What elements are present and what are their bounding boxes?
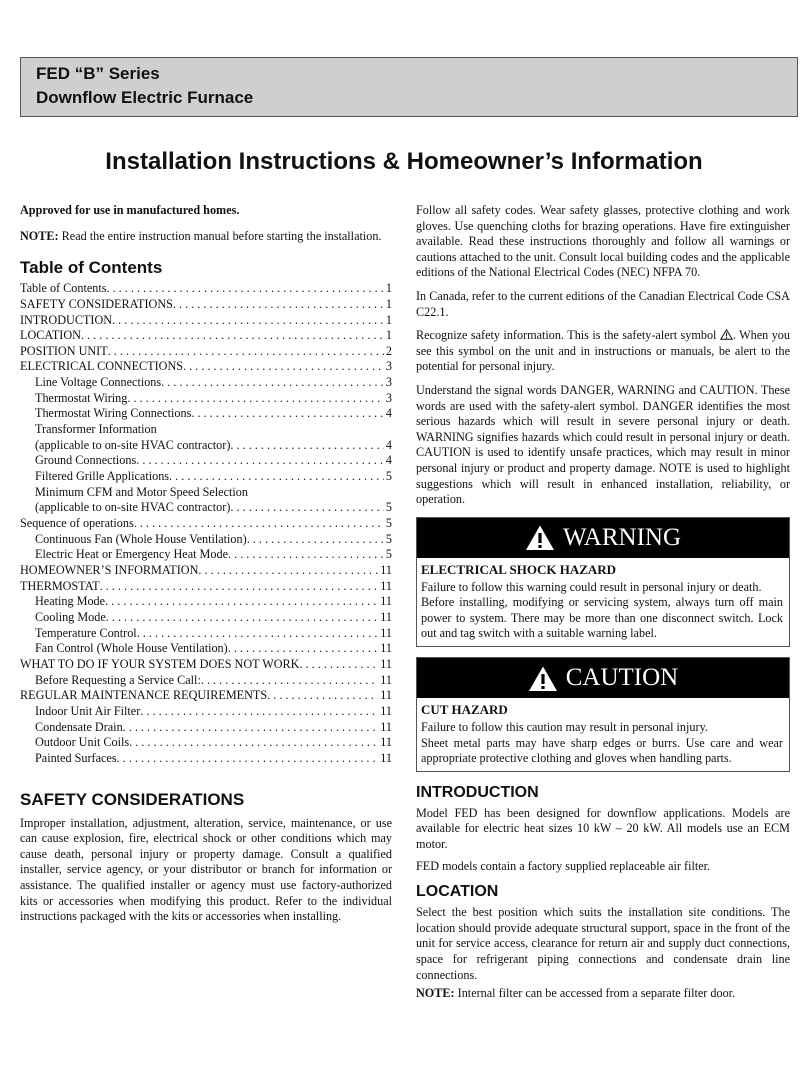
- toc-entry-title: WHAT TO DO IF YOUR SYSTEM DOES NOT WORK: [20, 656, 300, 671]
- toc-entry-title: POSITION UNIT: [20, 343, 108, 358]
- toc-entry-title: Sequence of operations: [20, 516, 134, 531]
- toc-dot-leader: [201, 673, 378, 689]
- toc-entry: [20, 704, 392, 720]
- toc-entry: [20, 453, 392, 469]
- toc-entry-page: 4: [385, 437, 392, 452]
- warning-box: [416, 517, 790, 647]
- toc-dot-leader: [228, 547, 384, 563]
- caution-line-2: Sheet metal parts may have sharp edges or burrs. Use care and wear appropriate protective clothing and gloves when handling parts.: [421, 735, 783, 766]
- left-column: [20, 203, 392, 925]
- toc-entry-page: 11: [380, 703, 392, 718]
- toc-entry-page: 11: [380, 578, 392, 593]
- toc-entry: [20, 626, 392, 642]
- safety-codes-paragraph: Follow all safety codes. Wear safety glasses, protective clothing and work gloves. Use quenching cloths for brazing operations. Have fire extinguisher available. Read these instructions thoroughly and follow all warnings or cautions attached to the unit. Consult local building codes and the applicable editions of the National Electrical Codes (NEC) NFPA 70.: [416, 203, 790, 280]
- toc-entry: [20, 297, 392, 313]
- toc-entry: [20, 375, 392, 391]
- toc-entry: [20, 281, 392, 297]
- toc-entry-page: 5: [385, 500, 392, 515]
- toc-entry: [20, 735, 392, 751]
- toc-dot-leader: [140, 704, 378, 720]
- toc-entry-title: Minimum CFM and Motor Speed Selection: [35, 484, 248, 499]
- toc-entry-page: 5: [385, 531, 392, 546]
- toc-entry: [20, 328, 392, 344]
- series-name: FED “B” Series: [36, 64, 160, 83]
- toc-entry-title: Filtered Grille Applications: [35, 469, 170, 484]
- safety-heading: SAFETY CONSIDERATIONS: [20, 789, 245, 809]
- series-header: [20, 57, 798, 117]
- location-heading: LOCATION: [416, 883, 499, 901]
- caution-label: CAUTION: [565, 664, 679, 692]
- toc-dot-leader: [112, 313, 384, 329]
- toc-dot-leader: [230, 438, 384, 454]
- toc-dot-leader: [137, 626, 379, 642]
- toc-dot-leader: [136, 453, 384, 469]
- location-paragraph: Select the best position which suits the installation site conditions. The location should provide adequate structural support, space in the front of the unit for service access, clearance for return air and supply duct connections, space for refrigerant piping connections and condensate drain line connections.: [416, 905, 790, 982]
- toc-entry-page: 5: [385, 547, 392, 562]
- toc-entry-page: 11: [380, 641, 392, 656]
- toc-entry-title: THERMOSTAT: [20, 578, 100, 593]
- toc-entry: [20, 563, 392, 579]
- toc-dot-leader: [191, 406, 384, 422]
- toc-entry-title: INTRODUCTION: [20, 312, 113, 327]
- toc-entry: [20, 594, 392, 610]
- warning-hazard-title: ELECTRICAL SHOCK HAZARD: [421, 561, 617, 577]
- toc-entry-title: (applicable to on-site HVAC contractor): [35, 437, 231, 452]
- warning-line-1: Failure to follow this warning could result in personal injury or death.: [421, 579, 762, 594]
- toc-entry: [20, 500, 392, 516]
- toc-entry: [20, 438, 392, 454]
- toc-entry-title: Before Requesting a Service Call:: [35, 672, 201, 687]
- toc-entry-title: Continuous Fan (Whole House Ventilation): [35, 531, 247, 546]
- toc-entry-title: Indoor Unit Air Filter: [35, 703, 141, 718]
- safety-alert-text-b: . When you see this symbol on the unit and in instructions or manuals, be alert to the potential for personal injury.: [416, 328, 790, 374]
- caution-alert-icon: [528, 665, 558, 692]
- toc-entry: [20, 516, 392, 532]
- toc-entry-title: Thermostat Wiring: [35, 390, 128, 405]
- toc-entry-page: 11: [380, 750, 392, 765]
- toc-dot-leader: [299, 657, 378, 673]
- toc-entry: [20, 313, 392, 329]
- toc-dot-leader: [106, 281, 383, 297]
- introduction-paragraph-2: FED models contain a factory supplied replaceable air filter.: [416, 858, 711, 873]
- approved-statement: Approved for use in manufactured homes.: [20, 203, 240, 217]
- toc-entry-title: LOCATION: [20, 328, 81, 343]
- toc-entry: [20, 485, 392, 501]
- toc-entry-title: Painted Surfaces: [35, 750, 117, 765]
- caution-line-1: Failure to follow this caution may result in personal injury.: [421, 720, 708, 735]
- warning-line-2: Before installing, modifying or servicing system, always turn off main power to system. There may be more than one disconnect switch. Lock out and tag switch with a suitable warning label.: [421, 595, 783, 641]
- toc-dot-leader: [198, 563, 378, 579]
- location-note: [416, 986, 790, 1002]
- note-text: Read the entire instruction manual before starting the installation.: [58, 228, 382, 243]
- toc-entry-page: 1: [385, 328, 392, 343]
- toc-entry-page: 11: [380, 688, 392, 703]
- toc-entry-page: 4: [385, 406, 392, 421]
- location-note-label: NOTE:: [416, 986, 455, 1001]
- safety-alert-icon: [720, 329, 733, 340]
- toc-dot-leader: [100, 579, 379, 595]
- toc-entry: [20, 610, 392, 626]
- toc-heading: Table of Contents: [20, 258, 163, 278]
- toc-entry-title: Transformer Information: [35, 422, 157, 437]
- toc-entry-page: 5: [385, 469, 392, 484]
- toc-dot-leader: [117, 751, 379, 767]
- warning-label: WARNING: [562, 523, 682, 551]
- toc-entry-title: Ground Connections: [35, 453, 137, 468]
- toc-dot-leader: [230, 500, 384, 516]
- toc-entry-title: Table of Contents: [20, 281, 107, 296]
- right-column: [416, 203, 790, 1002]
- toc-dot-leader: [173, 297, 384, 313]
- toc-entry: [20, 720, 392, 736]
- toc-entry: [20, 688, 392, 704]
- toc-dot-leader: [228, 641, 379, 657]
- toc-entry-page: 1: [385, 296, 392, 311]
- toc-entry: [20, 641, 392, 657]
- toc-entry: [20, 579, 392, 595]
- toc-entry-page: 11: [380, 563, 392, 577]
- toc-dot-leader: [161, 375, 384, 391]
- warning-banner: [417, 518, 789, 558]
- toc-entry-page: 3: [385, 359, 392, 374]
- caution-banner: [417, 658, 789, 698]
- toc-entry-title: Line Voltage Connections: [35, 375, 162, 390]
- toc-entry-title: Temperature Control: [35, 625, 137, 640]
- introduction-heading: INTRODUCTION: [416, 783, 539, 801]
- toc-entry-title: HOMEOWNER’S INFORMATION: [20, 563, 199, 577]
- toc-entry: [20, 344, 392, 360]
- toc-entry-page: 3: [385, 390, 392, 405]
- toc-dot-leader: [108, 344, 384, 360]
- toc-entry-title: REGULAR MAINTENANCE REQUIREMENTS: [20, 688, 268, 703]
- toc-entry-page: 1: [385, 312, 392, 327]
- toc-dot-leader: [267, 688, 378, 704]
- toc-entry-title: Outdoor Unit Coils: [35, 735, 130, 750]
- toc-dot-leader: [129, 735, 378, 751]
- toc-entry-page: 5: [385, 516, 392, 531]
- toc-entry: [20, 359, 392, 375]
- toc-entry-page: 4: [385, 453, 392, 468]
- toc-entry-page: 11: [380, 625, 392, 640]
- toc-entry: [20, 673, 392, 689]
- toc-dot-leader: [134, 516, 384, 532]
- toc-dot-leader: [123, 720, 379, 736]
- introduction-paragraph-1: Model FED has been designed for downflow applications. Models are available for electric heat sizes 10 kW – 20 kW. All models use an ECM motor.: [416, 805, 790, 852]
- toc-entry-page: 11: [380, 735, 392, 750]
- toc-dot-leader: [127, 391, 384, 407]
- table-of-contents: [20, 281, 392, 766]
- toc-dot-leader: [106, 610, 378, 626]
- page-title: Installation Instructions & Homeowner’s Information: [105, 148, 703, 175]
- toc-entry-title: SAFETY CONSIDERATIONS: [20, 296, 173, 311]
- toc-entry-title: Fan Control (Whole House Ventilation): [35, 641, 228, 656]
- warning-alert-icon: [525, 524, 555, 551]
- toc-entry-title: Electric Heat or Emergency Heat Mode: [35, 547, 228, 562]
- toc-entry-page: 11: [380, 719, 392, 734]
- toc-entry: [20, 547, 392, 563]
- toc-entry-page: 11: [380, 594, 392, 609]
- toc-entry: [20, 422, 392, 438]
- toc-entry: [20, 469, 392, 485]
- safety-alert-paragraph: [416, 328, 790, 375]
- toc-entry: [20, 751, 392, 767]
- note-label: NOTE:: [20, 228, 59, 243]
- toc-entry-page: 1: [385, 281, 392, 296]
- toc-entry: [20, 657, 392, 673]
- product-name: Downflow Electric Furnace: [36, 88, 254, 107]
- toc-dot-leader: [183, 359, 384, 375]
- toc-entry-page: 3: [385, 375, 392, 390]
- safety-paragraph: Improper installation, adjustment, alteration, service, maintenance, or use can cause explosion, fire, electrical shock or other conditions which may cause death, personal injury or property damage. Consult a qualified installer, service agency, or your distributor or branch for information or assistance. The qualified installer or agency must use factory-authorized kits or accessories when modifying this product. Refer to the individual instructions packaged with the kits or accessories when installing.: [20, 815, 392, 924]
- toc-dot-leader: [169, 469, 384, 485]
- caution-hazard-title: CUT HAZARD: [421, 702, 508, 718]
- signal-words-paragraph: Understand the signal words DANGER, WARNING and CAUTION. These words are used with the safety-alert symbol. DANGER identifies the most serious hazards which will result in severe personal injury or death. WARNING signifies hazards which could result in personal injury or death. CAUTION is used to identify unsafe practices, which may result in minor personal injury or product and property damage. NOTE is used to highlight suggestions which will result in enhanced installation, reliability, or operation.: [416, 382, 790, 507]
- toc-entry-title: Thermostat Wiring Connections: [35, 406, 192, 421]
- toc-entry-page: 2: [385, 343, 392, 358]
- location-note-text: Internal filter can be accessed from a separate filter door.: [454, 986, 736, 1001]
- toc-dot-leader: [105, 594, 378, 610]
- toc-entry-title: (applicable to on-site HVAC contractor): [35, 500, 231, 515]
- safety-alert-text-a: Recognize safety information. This is the safety-alert symbol: [416, 328, 720, 343]
- toc-entry-title: Cooling Mode: [35, 609, 106, 624]
- toc-entry: [20, 532, 392, 548]
- toc-entry-title: Condensate Drain: [35, 719, 123, 734]
- note-paragraph: [20, 229, 392, 245]
- toc-entry-page: 11: [380, 609, 392, 624]
- canada-paragraph: In Canada, refer to the current editions of the Canadian Electrical Code CSA C22.1.: [416, 288, 790, 319]
- caution-box: [416, 657, 790, 772]
- toc-dot-leader: [81, 328, 384, 344]
- toc-entry-title: Heating Mode: [35, 594, 106, 609]
- toc-entry: [20, 391, 392, 407]
- toc-entry: [20, 406, 392, 422]
- toc-entry-page: 11: [380, 672, 392, 687]
- toc-entry-page: 11: [380, 656, 392, 671]
- toc-entry-title: ELECTRICAL CONNECTIONS: [20, 359, 184, 374]
- toc-dot-leader: [247, 532, 384, 548]
